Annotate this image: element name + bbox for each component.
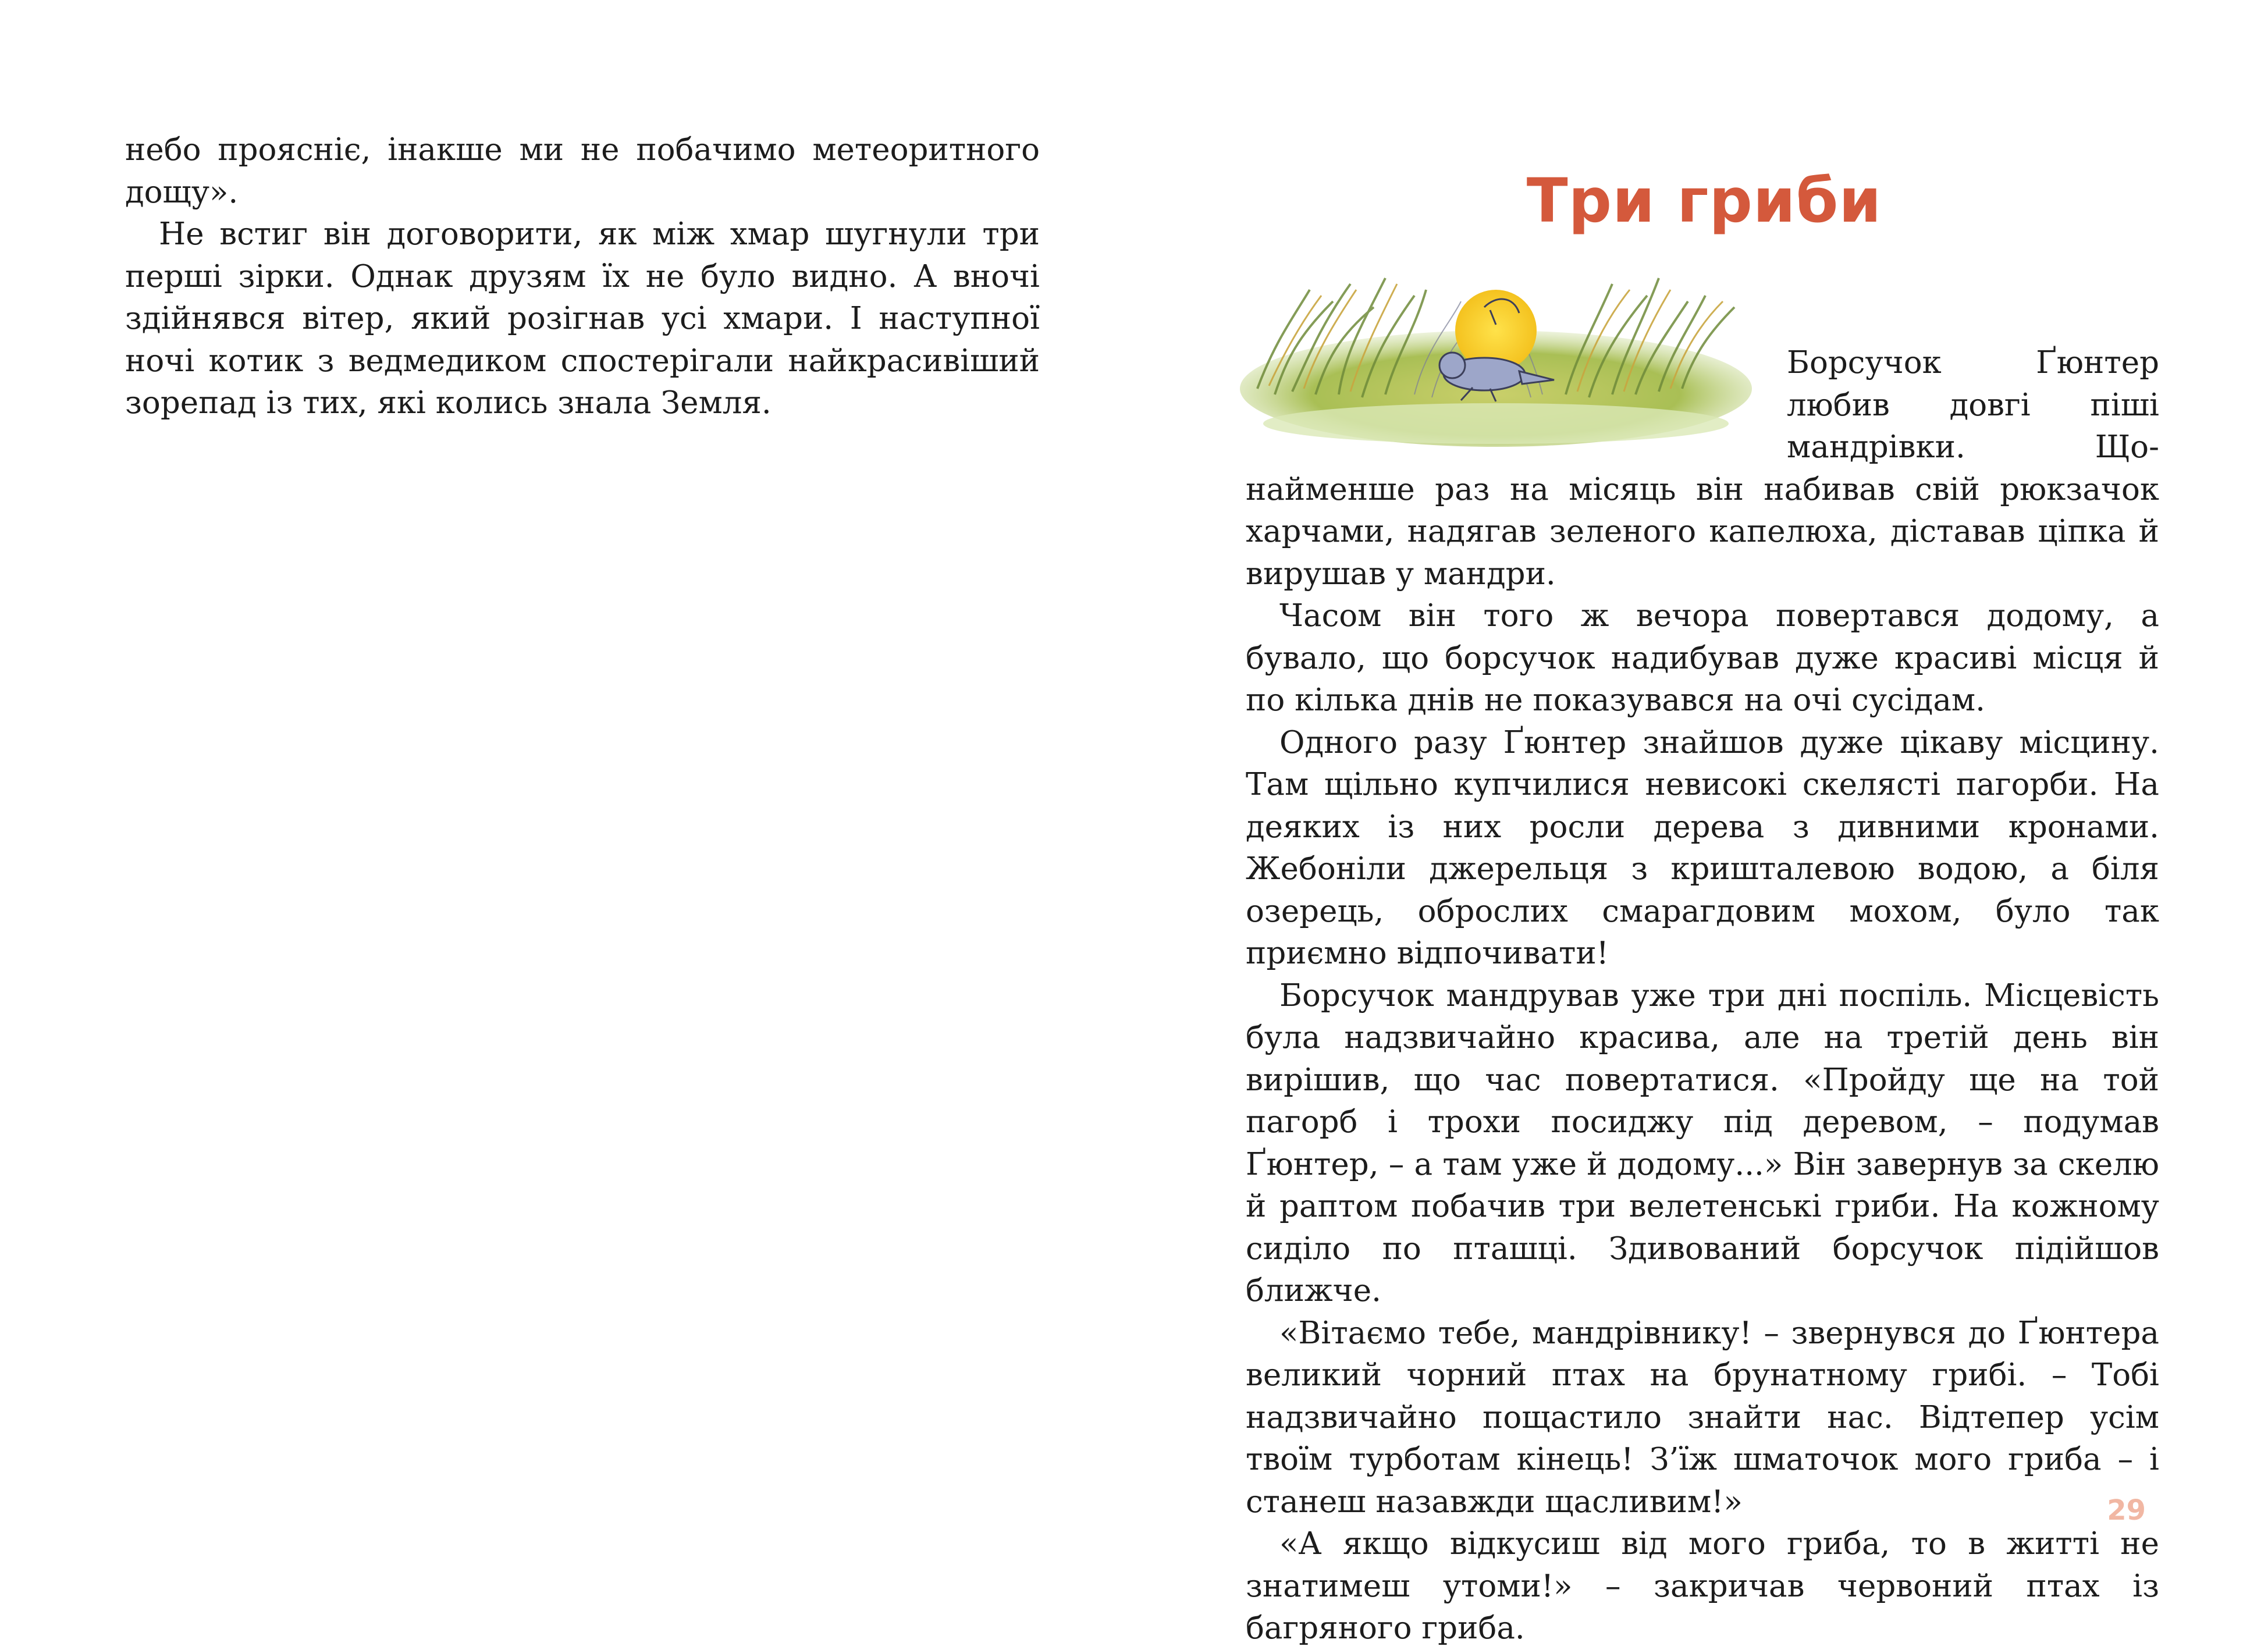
left-page [0,0,1134,1615]
paragraph: «Вітаємо тебе, мандрівнику! – звернувся до Ґюнтера великий чорний птах на брунатному грибі. – Тобі надзвичайно пощастило знайти нас. Відтепер усім твоїм турботам кінець! З’їж шматочок мого гриба – і станеш назавжди щасливим!» [1246,1315,2159,1520]
paragraph: Не встиг він договорити, як між хмар шугнули три перші зірки. Однак друзям їх не було видно. А вночі здійнявся вітер, який розігнав усі хмари. І наступної ночі котик з ведмедиком спостерігали найкрасивіший зорепад із тих, які колись знала Земля. [125,216,1040,421]
page-number: 29 [2107,1494,2146,1527]
paragraph: «А якщо відкусиш від мого гриба, то в житті не знатимеш утоми!» – закричав червоний птах із багряного гриба. [1246,1526,2159,1646]
paragraph: небо проясніє, інакше ми не побачимо метеоритного дощу». [125,132,1040,210]
badger-in-grass-illustration [1240,255,1764,453]
right-page-text [1246,342,2159,1650]
left-page-text [125,129,1040,425]
right-page [1134,0,2268,1646]
paragraph: Одного разу Ґюнтер знайшов дуже цікаву місцину. Там щільно купчилися невисокі скелясті пагорби. На деяких із них росли дерева з дивними кронами. Жебоніли джерельця з кришталевою водою, а біля озерець, оброслих смарагдовим мохом, було так приємно відпочивати! [1246,724,2159,971]
paragraph: Борсучок Ґюнтер любив довгі піші мандрівки. Щонайменше раз на місяць він набивав свій рюкзачок харчами, надягав зеленого капелюха, діставав ціпка й вирушав у мандри. [1246,345,2159,592]
chapter-title: Три гриби [1526,165,1882,236]
paragraph: Часом він того ж вечора повертався додому, а бувало, що борсучок надибував дуже красиві місця й по кілька днів не показувався на очі сусідам. [1246,598,2159,718]
paragraph: Борсучок мандрував уже три дні поспіль. Місцевість була надзвичайно красива, але на третій день він вирішив, що час повертатися. «Пройду ще на той пагорб і трохи посиджу під деревом, – подумав Ґюнтер, – а там уже й додому...» Він завернув за скелю й раптом побачив три велетенські гриби. На кожному сиділо по пташці. Здивований борсучок підійшов ближче. [1246,977,2159,1308]
